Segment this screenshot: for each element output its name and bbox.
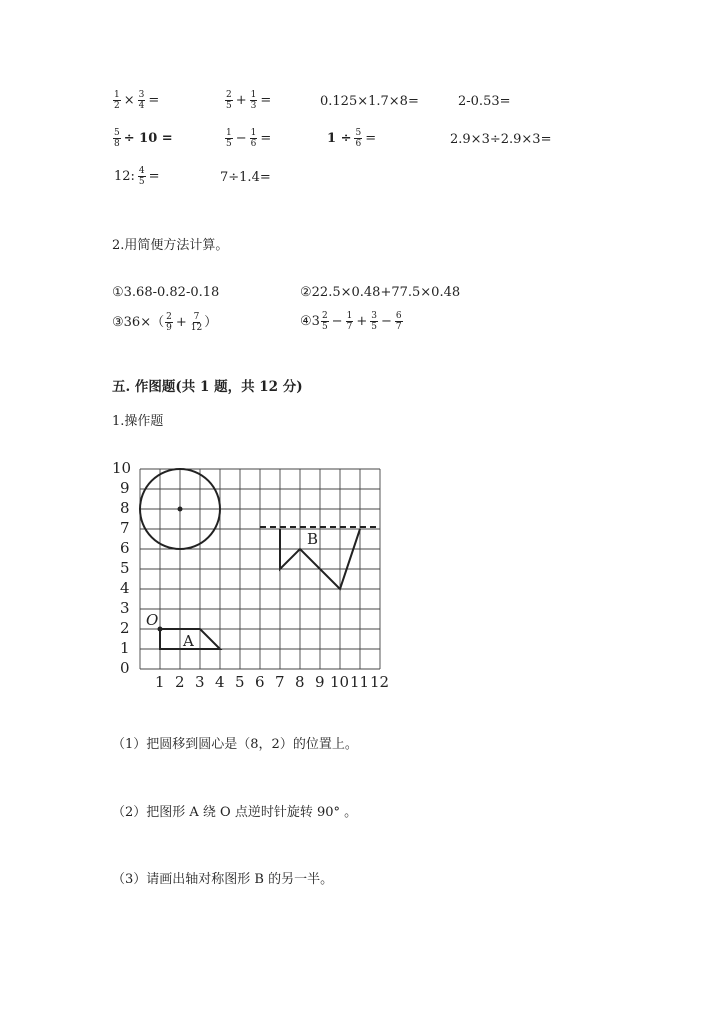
origin-label: O — [146, 611, 159, 629]
y-label: 5 — [120, 559, 130, 577]
x-label: 1 — [155, 673, 165, 691]
calc-expression-9: 12: $\frac{4}{5}$ = — [114, 166, 160, 187]
fraction: $\frac{2}{9}$ — [166, 312, 172, 333]
section-5-title: 五. 作图题(共 1 题，共 12 分) — [112, 379, 303, 395]
problem-2: ②22.5×0.48+77.5×0.48 — [300, 285, 461, 300]
circle-center-dot — [178, 507, 183, 512]
x-label: 4 — [215, 673, 225, 691]
y-label: 7 — [120, 519, 130, 537]
fraction: $\frac{1}{2}$ — [114, 90, 120, 111]
calc-expression-10: 7÷1.4= — [220, 170, 271, 185]
calc-expression-7: 1 ÷ $\frac{5}{6}$ = — [327, 128, 377, 149]
calc-expression-6: $\frac{1}{5}$ − $\frac{1}{6}$ = — [226, 128, 272, 149]
fraction: $\frac{1}{6}$ — [250, 128, 257, 149]
y-label: 8 — [120, 499, 130, 517]
x-label: 8 — [295, 673, 305, 691]
calc-expression-1: $\frac{1}{2}$ × $\frac{3}{4}$ = — [114, 90, 160, 111]
calc-expression-4: 2-0.53= — [458, 94, 511, 109]
x-axis-labels — [155, 673, 389, 691]
x-label: 6 — [255, 673, 265, 691]
shape-a-label: A — [183, 632, 194, 650]
fraction: $\frac{4}{5}$ — [138, 166, 145, 187]
x-label: 5 — [235, 673, 245, 691]
y-label: 1 — [120, 639, 130, 657]
task-1: （1）把圆移到圆心是（8，2）的位置上。 — [112, 737, 358, 752]
fraction: $\frac{5}{6}$ — [355, 128, 362, 149]
coordinate-grid — [100, 455, 400, 695]
y-label: 6 — [120, 539, 130, 557]
x-label: 12 — [370, 673, 390, 691]
y-label: 4 — [120, 579, 130, 597]
fraction: $\frac{3}{5}$ — [371, 311, 377, 332]
problem-4: ④3 $\frac{2}{5}$ − $\frac{1}{7}$ + $\frac{3}{5}$ − $\frac{6}{7}$ — [300, 311, 402, 332]
y-label: 9 — [120, 479, 130, 497]
x-label: 10 — [330, 673, 350, 691]
fraction: $\frac{5}{8}$ — [114, 128, 120, 149]
calc-expression-5: $\frac{5}{8}$ ÷ 10 = — [114, 128, 173, 149]
fraction: $\frac{1}{5}$ — [226, 128, 232, 149]
fraction: $\frac{1}{7}$ — [346, 311, 353, 332]
x-label: 11 — [350, 673, 370, 691]
fraction: $\frac{3}{4}$ — [138, 90, 145, 111]
x-label: 2 — [175, 673, 185, 691]
section-5-subtitle: 1.操作题 — [112, 414, 164, 429]
y-label: 2 — [120, 619, 130, 637]
shape-b-label: B — [307, 530, 319, 548]
y-axis-labels — [112, 459, 131, 677]
fraction: $\frac{2}{5}$ — [321, 311, 328, 332]
calc-expression-3: 0.125×1.7×8= — [320, 94, 419, 109]
y-label: 3 — [120, 599, 130, 617]
x-label: 3 — [195, 673, 205, 691]
fraction: $\frac{7}{12}$ — [190, 312, 203, 333]
calc-expression-2: $\frac{2}{5}$ + $\frac{1}{3}$ = — [226, 90, 272, 111]
fraction: $\frac{1}{3}$ — [250, 90, 257, 111]
fraction: $\frac{2}{5}$ — [226, 90, 232, 111]
calc-expression-8: 2.9×3÷2.9×3= — [450, 132, 552, 147]
task-3: （3）请画出轴对称图形 B 的另一半。 — [112, 872, 334, 887]
y-label: 10 — [112, 459, 132, 477]
fraction: $\frac{6}{7}$ — [395, 311, 402, 332]
y-label: 0 — [120, 659, 130, 677]
x-label: 9 — [315, 673, 325, 691]
question-2-title: 2.用简便方法计算。 — [112, 238, 229, 253]
x-label: 7 — [275, 673, 285, 691]
task-2: （2）把图形 A 绕 O 点逆时针旋转 90° 。 — [112, 805, 358, 820]
problem-1: ①3.68-0.82-0.18 — [112, 285, 220, 300]
grid-lines — [140, 469, 380, 669]
problem-3: ③36×（ $\frac{2}{9}$ + $\frac{7}{12}$ ） — [112, 312, 218, 333]
